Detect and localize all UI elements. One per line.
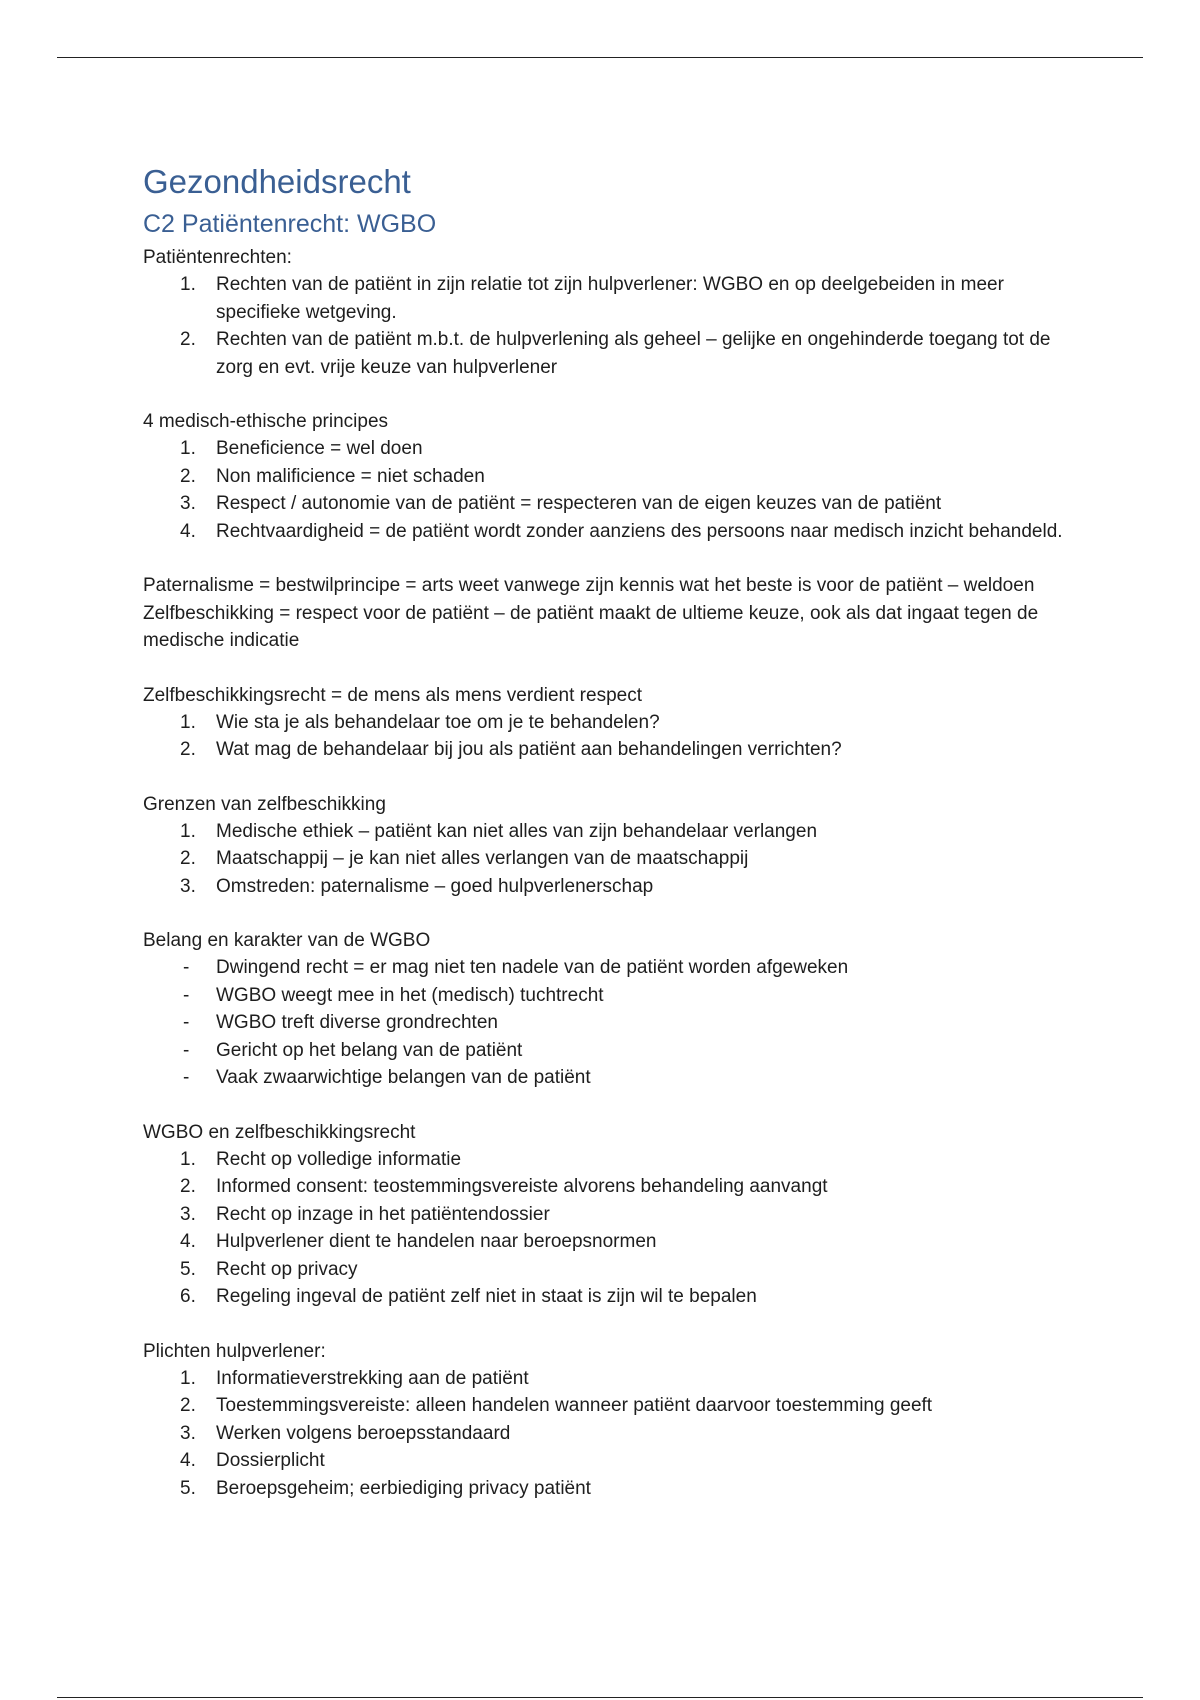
section	[143, 682, 1073, 764]
section	[143, 408, 1073, 545]
list-item	[143, 1064, 1073, 1092]
list-marker: -	[183, 957, 190, 978]
bullet-list	[143, 954, 1073, 1092]
document-page	[143, 160, 1073, 1502]
list-item	[143, 736, 1073, 764]
section	[143, 791, 1073, 901]
list-marker: 5.	[180, 1477, 196, 1499]
chapter-heading: C2 Patiëntenrecht: WGBO	[143, 210, 437, 238]
section-heading: Zelfbeschikkingsrecht = de mens als mens verdient respect	[143, 684, 642, 706]
list-item-text: WGBO treft diverse grondrechten	[216, 1012, 498, 1033]
list-item-text: Dossierplicht	[216, 1450, 325, 1471]
list-item	[143, 463, 1073, 491]
list-item-text: Maatschappij – je kan niet alles verlangen van de maatschappij	[216, 848, 749, 869]
list-item	[143, 518, 1073, 546]
list-item	[143, 1146, 1073, 1174]
list-marker: 2.	[180, 465, 196, 487]
list-marker: 3.	[180, 1203, 196, 1225]
document-title: Gezondheidsrecht	[143, 163, 411, 200]
header-rule	[57, 57, 1143, 58]
section	[143, 572, 1073, 655]
list-marker: 1.	[180, 711, 196, 733]
list-item-text: Rechten van de patiënt m.b.t. de hulpverlening als geheel – gelijke en ongehinderde toegang tot de zorg en evt. vrije keuze van hulpverlener	[216, 329, 1051, 378]
list-item-text: Respect / autonomie van de patiënt = respecteren van de eigen keuzes van de patiënt	[216, 493, 942, 514]
list-item	[143, 1173, 1073, 1201]
list-marker: 3.	[180, 875, 196, 897]
list-marker: 3.	[180, 1422, 196, 1444]
section-heading: 4 medisch-ethische principes	[143, 411, 389, 432]
section	[143, 1338, 1073, 1503]
paragraph: Paternalisme = bestwilprincipe = arts weet vanwege zijn kennis wat het beste is voor de patiënt – weldoen	[143, 575, 1035, 596]
section-heading: Belang en karakter van de WGBO	[143, 930, 431, 951]
list-item-text: Medische ethiek – patiënt kan niet alles van zijn behandelaar verlangen	[216, 820, 818, 842]
list-marker: 2.	[180, 739, 196, 760]
list-marker: -	[183, 1012, 190, 1033]
list-marker: 1.	[180, 820, 196, 842]
list-item	[143, 1365, 1073, 1393]
numbered-list	[143, 1146, 1073, 1311]
numbered-list	[143, 1365, 1073, 1503]
list-item-text: Rechtvaardigheid = de patiënt wordt zonder aanziens des persoons naar medisch inzicht behandeld.	[216, 520, 1063, 542]
list-item	[143, 1037, 1073, 1065]
list-marker: 4.	[180, 1450, 196, 1471]
section-gap	[143, 545, 1073, 572]
list-item	[143, 1392, 1073, 1420]
list-item	[143, 818, 1073, 846]
section	[143, 244, 1073, 381]
list-item-text: Rechten van de patiënt in zijn relatie tot zijn hulpverlener: WGBO en op deelgebeiden in meer specifieke wetgeving.	[216, 274, 1004, 323]
numbered-list	[143, 709, 1073, 764]
list-marker: 2.	[180, 848, 196, 869]
list-item	[143, 982, 1073, 1010]
list-item-text: Informatieverstrekking aan de patiënt	[216, 1367, 529, 1389]
list-marker: 1.	[180, 438, 196, 459]
section-gap	[143, 900, 1073, 927]
section	[143, 927, 1073, 1092]
list-item-text: Wat mag de behandelaar bij jou als patiënt aan behandelingen verrichten?	[216, 739, 842, 760]
list-item-text: WGBO weegt mee in het (medisch) tuchtrecht	[216, 984, 604, 1006]
list-marker: 2.	[180, 1176, 196, 1197]
list-item	[143, 873, 1073, 901]
list-item-text: Recht op volledige informatie	[216, 1148, 462, 1170]
list-marker: 6.	[180, 1286, 196, 1307]
list-item-text: Beneficience = wel doen	[216, 438, 423, 459]
list-item-text: Vaak zwaarwichtige belangen van de patiënt	[216, 1067, 591, 1088]
list-marker: -	[183, 1039, 190, 1061]
list-marker: 2.	[180, 329, 196, 350]
list-item	[143, 1009, 1073, 1037]
list-item-text: Recht op privacy	[216, 1258, 358, 1280]
list-marker: 1.	[180, 1367, 196, 1389]
list-item-text: Regeling ingeval de patiënt zelf niet in staat is zijn wil te bepalen	[216, 1286, 757, 1307]
section	[143, 1119, 1073, 1311]
list-item	[143, 954, 1073, 982]
section-heading: Plichten hulpverlener:	[143, 1340, 326, 1362]
list-item-text: Wie sta je als behandelaar toe om je te behandelen?	[216, 711, 660, 733]
section-heading: Grenzen van zelfbeschikking	[143, 793, 386, 815]
list-item-text: Toestemmingsvereiste: alleen handelen wanneer patiënt daarvoor toestemming geeft	[216, 1395, 933, 1416]
list-item-text: Dwingend recht = er mag niet ten nadele van de patiënt worden afgeweken	[216, 957, 849, 978]
section-heading: WGBO en zelfbeschikkingsrecht	[143, 1121, 416, 1143]
list-item	[143, 1256, 1073, 1284]
list-item-text: Non malificience = niet schaden	[216, 465, 485, 487]
list-marker: 1.	[180, 274, 196, 295]
document-body	[143, 244, 1073, 1502]
list-item	[143, 1420, 1073, 1448]
list-marker: 2.	[180, 1395, 196, 1416]
list-item-text: Beroepsgeheim; eerbiediging privacy patiënt	[216, 1477, 591, 1499]
list-marker: -	[183, 984, 190, 1006]
section-heading: Patiëntenrechten:	[143, 247, 292, 268]
list-item-text: Hulpverlener dient te handelen naar beroepsnormen	[216, 1231, 657, 1252]
list-item	[143, 709, 1073, 737]
list-item	[143, 1475, 1073, 1503]
list-marker: 3.	[180, 493, 196, 514]
section-gap	[143, 1311, 1073, 1338]
list-marker: 1.	[180, 1148, 196, 1170]
list-item	[143, 845, 1073, 873]
numbered-list	[143, 435, 1073, 545]
list-item	[143, 326, 1073, 381]
list-marker: 4.	[180, 1231, 196, 1252]
list-item-text: Recht op inzage in het patiëntendossier	[216, 1203, 550, 1225]
list-marker: -	[183, 1067, 190, 1088]
list-item-text: Werken volgens beroepsstandaard	[216, 1422, 511, 1444]
list-item-text: Informed consent: teostemmingsvereiste alvorens behandeling aanvangt	[216, 1176, 828, 1197]
list-item	[143, 1283, 1073, 1311]
list-item	[143, 1201, 1073, 1229]
section-gap	[143, 381, 1073, 408]
list-marker: 5.	[180, 1258, 196, 1280]
list-item	[143, 435, 1073, 463]
paragraph: Zelfbeschikking = respect voor de patiënt – de patiënt maakt de ultieme keuze, ook als dat ingaat tegen de medische indicatie	[143, 602, 1039, 651]
section-gap	[143, 764, 1073, 791]
list-item	[143, 490, 1073, 518]
list-item	[143, 1447, 1073, 1475]
section-gap	[143, 1092, 1073, 1119]
list-item	[143, 271, 1073, 326]
list-item-text: Gericht op het belang van de patiënt	[216, 1039, 523, 1061]
numbered-list	[143, 271, 1073, 381]
list-marker: 4.	[180, 520, 196, 542]
section-gap	[143, 655, 1073, 682]
list-item	[143, 1228, 1073, 1256]
numbered-list	[143, 818, 1073, 901]
footer-rule	[57, 1697, 1143, 1698]
list-item-text: Omstreden: paternalisme – goed hulpverlenerschap	[216, 875, 654, 897]
